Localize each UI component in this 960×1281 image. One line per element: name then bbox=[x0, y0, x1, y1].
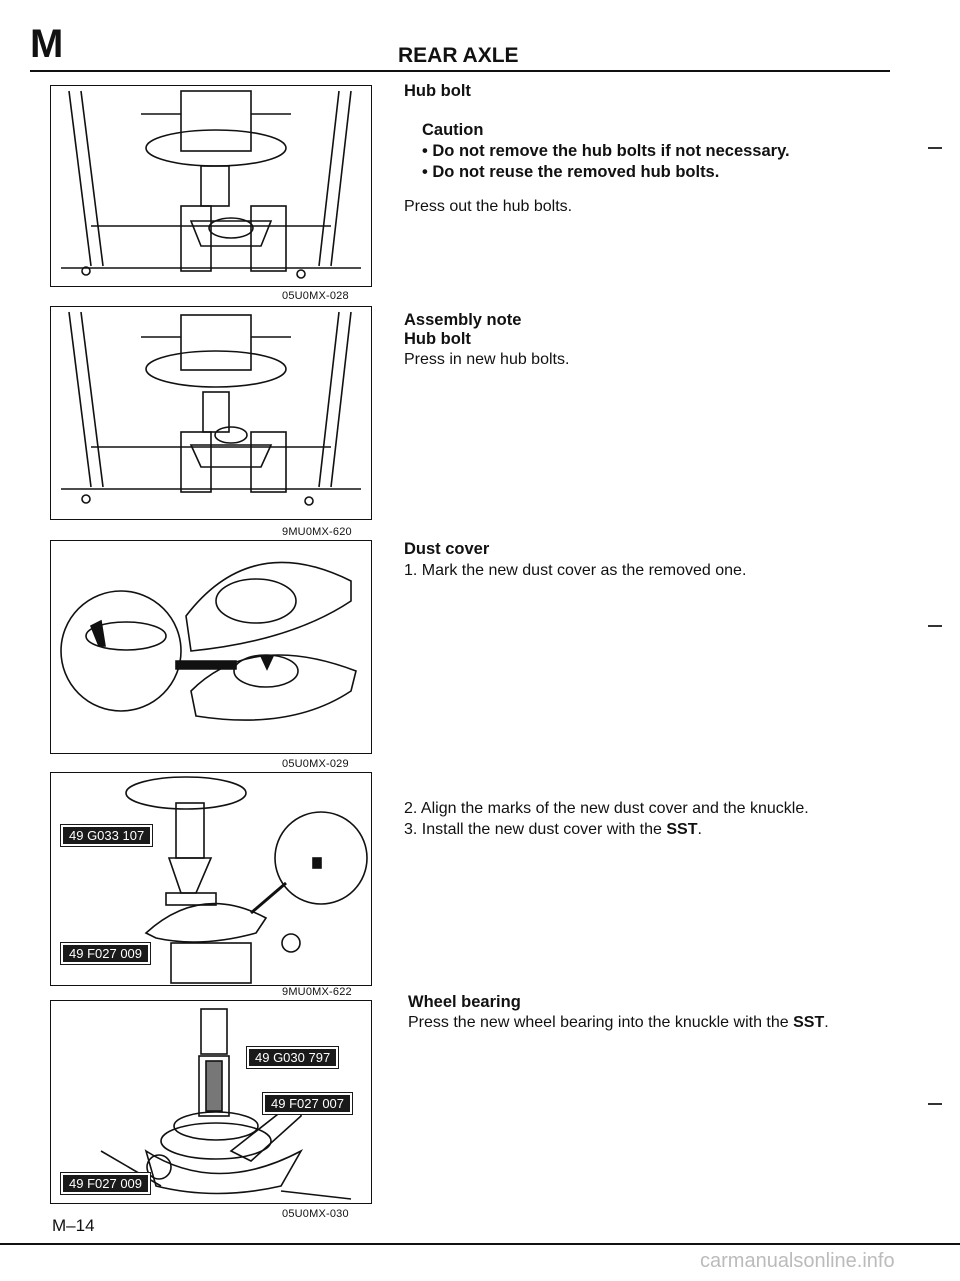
margin-mark bbox=[928, 625, 942, 627]
wheel-bearing-text-suffix: . bbox=[824, 1014, 829, 1031]
wheel-bearing-text-main: Press the new wheel bearing into the knuckle with the bbox=[408, 1014, 794, 1031]
margin-mark bbox=[928, 147, 942, 149]
figure-dust-cover-mark bbox=[50, 540, 372, 754]
figure-code: 05U0MX-030 bbox=[282, 1208, 349, 1220]
dust-cover-step-2: 2. Align the marks of the new dust cover and the knuckle. bbox=[404, 800, 809, 817]
caution-item-text: Do not reuse the removed hub bolts. bbox=[432, 163, 720, 181]
figure-code: 9MU0MX-622 bbox=[282, 986, 352, 998]
wheel-bearing-text bbox=[408, 1013, 829, 1032]
assembly-text: Press in new hub bolts. bbox=[404, 351, 570, 368]
figure-press-out-hub-bolts bbox=[50, 85, 372, 287]
caution-item-text: Do not remove the hub bolts if not necessary. bbox=[432, 142, 790, 160]
sst-label: 49 F027 007 bbox=[263, 1093, 352, 1114]
figure-wheel-bearing-press bbox=[50, 1000, 372, 1204]
footer-rule bbox=[0, 1243, 960, 1245]
page-number: M–14 bbox=[52, 1216, 95, 1235]
hub-bolt-heading: Hub bolt bbox=[404, 82, 471, 100]
caution-item: • Do not reuse the removed hub bolts. bbox=[422, 163, 720, 181]
caution-title: Caution bbox=[422, 121, 484, 139]
figure-code: 9MU0MX-620 bbox=[282, 526, 352, 538]
header-rule bbox=[30, 70, 890, 72]
dust-cover-heading: Dust cover bbox=[404, 540, 490, 558]
sst-label: 49 G033 107 bbox=[61, 825, 152, 846]
assembly-hub-bolt-heading: Hub bolt bbox=[404, 330, 471, 348]
wheel-bearing-heading: Wheel bearing bbox=[408, 993, 521, 1011]
dust-cover-step-3 bbox=[404, 820, 702, 839]
figure-install-dust-cover bbox=[50, 772, 372, 986]
caution-item: • Do not remove the hub bolts if not necessary. bbox=[422, 142, 790, 160]
sst-label: 49 F027 009 bbox=[61, 943, 150, 964]
step-3-suffix: . bbox=[697, 821, 702, 838]
dust-cover-illustration bbox=[51, 541, 371, 753]
assembly-note-heading: Assembly note bbox=[404, 311, 522, 329]
step-3-text: 3. Install the new dust cover with the bbox=[404, 821, 667, 838]
page-title: REAR AXLE bbox=[398, 44, 519, 67]
figure-code: 05U0MX-028 bbox=[282, 290, 349, 302]
dust-cover-step-1: 1. Mark the new dust cover as the removed one. bbox=[404, 562, 747, 579]
sst-bold: SST bbox=[666, 821, 698, 838]
sst-label: 49 F027 009 bbox=[61, 1173, 150, 1194]
figure-press-in-hub-bolts bbox=[50, 306, 372, 520]
press-illustration-1 bbox=[51, 86, 371, 286]
figure-code: 05U0MX-029 bbox=[282, 758, 349, 770]
sst-label: 49 G030 797 bbox=[247, 1047, 338, 1068]
press-illustration-2 bbox=[51, 307, 371, 519]
watermark: carmanualsonline.info bbox=[700, 1250, 895, 1272]
hub-bolt-text: Press out the hub bolts. bbox=[404, 198, 573, 215]
sst-bold: SST bbox=[793, 1014, 825, 1031]
section-mark: M bbox=[30, 22, 65, 66]
margin-mark bbox=[928, 1103, 942, 1105]
